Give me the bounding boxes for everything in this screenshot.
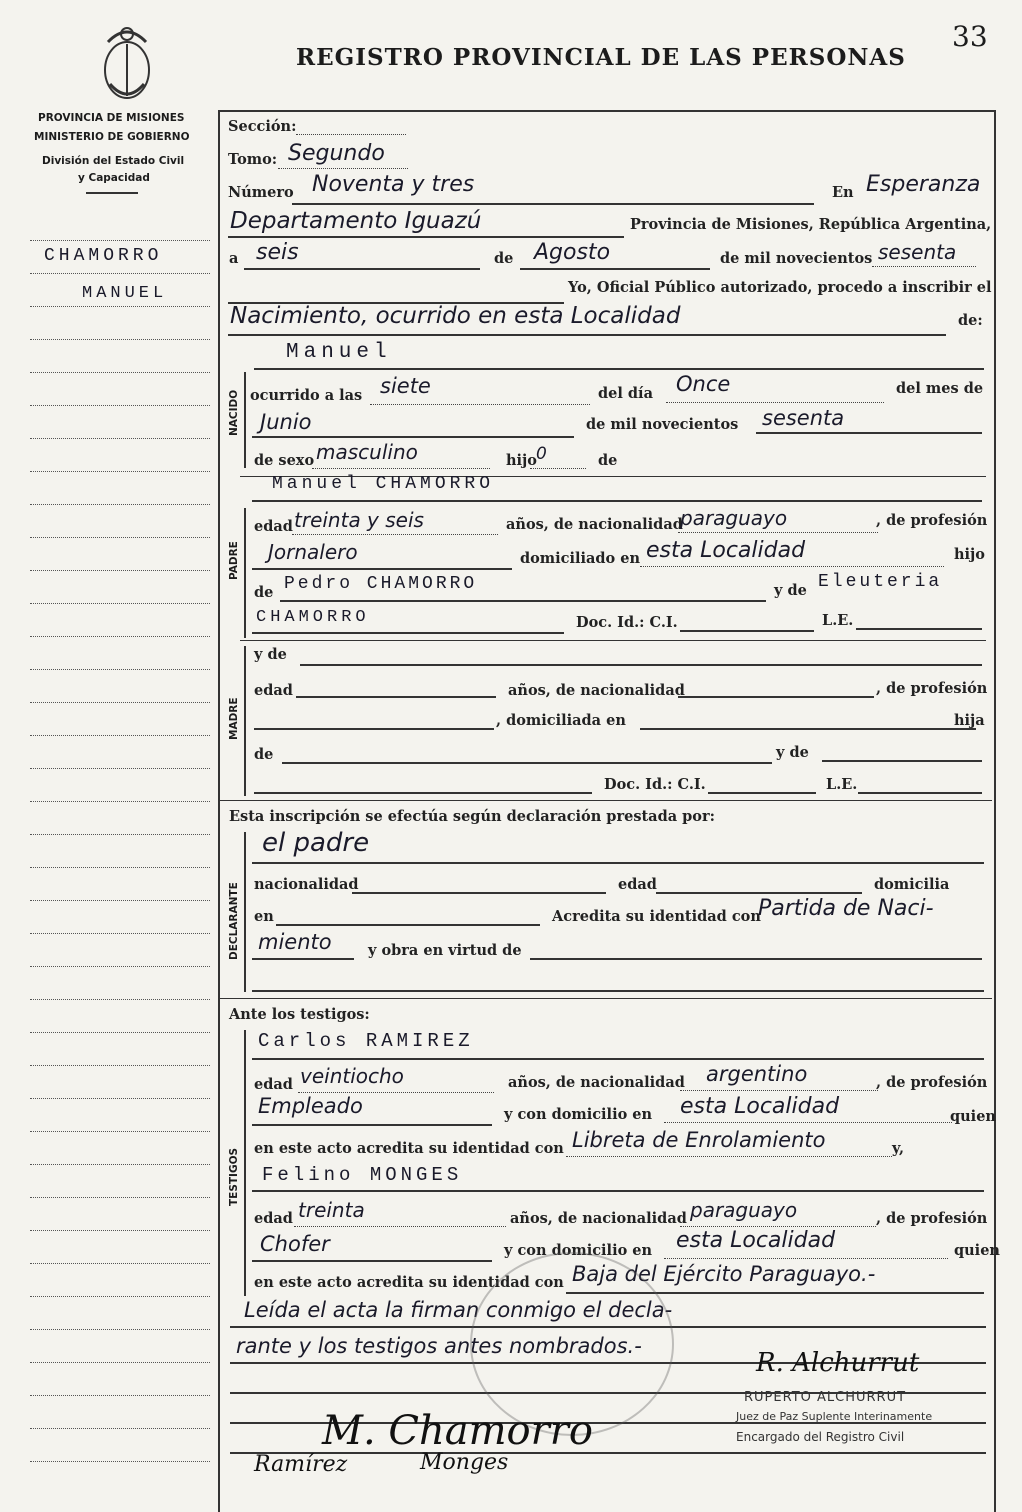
label-hija: hija — [954, 712, 985, 729]
label-domicilia: domicilia — [874, 876, 950, 893]
margin-line — [30, 372, 210, 373]
margin-line — [30, 471, 210, 472]
margin-line — [30, 405, 210, 406]
label-del-mes: del mes de — [896, 380, 984, 397]
value-t2-nac: paraguayo — [690, 1198, 798, 1222]
value-t2-edad: treinta — [298, 1198, 365, 1222]
label-anos-nac2: años, de nacionalidad — [508, 682, 685, 699]
value-t2-prof: Chofer — [260, 1232, 330, 1256]
label-de-prof4: , de profesión — [876, 1210, 988, 1227]
margin-given-name: MANUEL — [82, 284, 168, 303]
label-anos-nac3: años, de nacionalidad — [508, 1074, 685, 1091]
label-de3: de — [254, 584, 274, 601]
margin-line — [30, 1296, 210, 1297]
label-inscripcion: Esta inscripción se efectúa según declaración prestada por: — [229, 808, 715, 825]
label-edad: edad — [254, 518, 293, 535]
label-acredita2: en este acto acredita su identidad con — [254, 1140, 564, 1157]
label-de-colon: de: — [958, 312, 983, 329]
label-testigos: Ante los testigos: — [229, 1006, 370, 1023]
label-edad3: edad — [618, 876, 657, 893]
label-acredita3: en este acto acredita su identidad con — [254, 1274, 564, 1291]
value-abuelo: Pedro CHAMORRO — [284, 574, 478, 594]
value-padre-edad: treinta y seis — [294, 508, 424, 532]
value-hora: siete — [380, 374, 431, 398]
label-seccion: Sección: — [228, 118, 297, 135]
margin-line — [30, 537, 210, 538]
value-padre-prof: Jornalero — [268, 540, 358, 564]
value-declarante: el padre — [262, 828, 370, 858]
label-de-prof2: , de profesión — [876, 680, 988, 697]
label-hijo2: hijo — [954, 546, 985, 563]
value-padre: Manuel CHAMORRO — [272, 474, 495, 494]
label-edad5: edad — [254, 1210, 293, 1227]
value-acto: Nacimiento, ocurrido en esta Localidad — [230, 303, 681, 329]
officer-title: Juez de Paz Suplente Interinamente — [736, 1410, 933, 1423]
label-anos-nac: años, de nacionalidad — [506, 516, 683, 533]
value-t1-id: Libreta de Enrolamiento — [572, 1128, 826, 1152]
signature-declarante: M. Chamorro — [322, 1408, 593, 1454]
header-division: División del Estado Civil — [42, 155, 185, 167]
label-edad4: edad — [254, 1076, 293, 1093]
label-de4: de — [254, 746, 274, 763]
margin-line — [30, 339, 210, 340]
margin-line — [30, 1230, 210, 1231]
label-acredita: Acredita su identidad con — [552, 908, 761, 925]
label-quien2: quien — [954, 1242, 1000, 1259]
officer-role: Encargado del Registro Civil — [736, 1430, 905, 1444]
value-abuela-apellido: CHAMORRO — [256, 608, 370, 627]
value-t2-id: Baja del Ejército Paraguayo.- — [572, 1262, 876, 1286]
value-acredita-dec2: miento — [258, 930, 332, 954]
value-acredita-dec: Partida de Naci- — [758, 896, 934, 921]
value-abuela: Eleuteria — [818, 572, 943, 592]
label-y-de3: y de — [776, 744, 809, 761]
margin-line — [30, 1362, 210, 1363]
value-en: Esperanza — [866, 172, 981, 197]
margin-line — [30, 636, 210, 637]
margin-line — [30, 1131, 210, 1132]
label-hijo: hijo — [506, 452, 537, 469]
margin-line — [30, 273, 210, 274]
margin-line — [30, 1032, 210, 1033]
margin-line — [30, 768, 210, 769]
margin-line — [30, 306, 210, 307]
closing-line1: Leída el acta la firman conmigo el decla- — [244, 1298, 673, 1322]
label-yo: Yo, Oficial Público autorizado, procedo a inscribir el — [568, 279, 992, 296]
label-le2: L.E. — [826, 776, 858, 793]
value-t1-nac: argentino — [706, 1062, 808, 1086]
label-y-de2: y de — [254, 646, 287, 663]
margin-line — [30, 999, 210, 1000]
label-con-dom2: y con domicilio en — [504, 1242, 653, 1259]
label-doc-id: Doc. Id.: C.I. — [576, 614, 678, 631]
margin-line — [30, 1395, 210, 1396]
value-t1-prof: Empleado — [258, 1094, 363, 1118]
margin-line — [30, 1329, 210, 1330]
value-departamento: Departamento Iguazú — [230, 208, 482, 234]
value-dia: seis — [256, 240, 299, 265]
label-del-dia: del día — [598, 385, 653, 402]
label-y-comma: y, — [892, 1140, 905, 1157]
margin-line — [30, 240, 210, 241]
label-de-mil2: de mil novecientos — [586, 416, 739, 433]
header-province: PROVINCIA DE MISIONES — [38, 112, 185, 124]
margin-line — [30, 504, 210, 505]
value-mes: Agosto — [534, 240, 611, 265]
margin-line — [30, 1164, 210, 1165]
label-de: de — [494, 250, 514, 267]
label-de2: de — [598, 452, 618, 469]
label-a: a — [229, 250, 239, 267]
value-t1-dom: esta Localidad — [680, 1094, 840, 1119]
label-sexo: de sexo — [254, 452, 315, 469]
officer-name: RUPERTO ALCHURRUT — [744, 1390, 907, 1405]
margin-line — [30, 1065, 210, 1066]
value-dia-nac: Once — [676, 372, 731, 396]
value-padre-dom: esta Localidad — [646, 538, 806, 563]
margin-line — [30, 1461, 210, 1462]
label-obra: y obra en virtud de — [368, 942, 522, 959]
margin-line — [30, 900, 210, 901]
label-con-dom: y con domicilio en — [504, 1106, 653, 1123]
margin-line — [30, 966, 210, 967]
value-numero: Noventa y tres — [312, 172, 475, 197]
label-de-prof: , de profesión — [876, 512, 988, 529]
label-en2: en — [254, 908, 274, 925]
label-domiciliada: , domiciliada en — [496, 712, 626, 729]
margin-line — [30, 1197, 210, 1198]
coat-of-arms-icon — [96, 22, 158, 104]
value-padre-nac: paraguayo — [680, 506, 788, 530]
label-doc-id2: Doc. Id.: C.I. — [604, 776, 706, 793]
margin-line — [30, 702, 210, 703]
value-t2-dom: esta Localidad — [676, 1228, 836, 1253]
margin-line — [30, 570, 210, 571]
header-capacity: y Capacidad — [78, 172, 150, 184]
margin-line — [30, 735, 210, 736]
label-en: En — [832, 184, 854, 201]
page-number: 33 — [952, 20, 988, 53]
value-t1-edad: veintiocho — [300, 1064, 404, 1088]
value-testigo1: Carlos RAMIREZ — [258, 1030, 474, 1052]
value-anio-nac: sesenta — [762, 406, 845, 430]
label-nacionalidad: nacionalidad — [254, 876, 359, 893]
label-y-de: y de — [774, 582, 807, 599]
margin-line — [30, 669, 210, 670]
margin-line — [30, 1098, 210, 1099]
label-de-mil: de mil novecientos — [720, 250, 873, 267]
value-tomo: Segundo — [288, 141, 385, 166]
margin-line — [30, 1428, 210, 1429]
label-anos-nac4: años, de nacionalidad — [510, 1210, 687, 1227]
margin-line — [30, 801, 210, 802]
signature-testigo1: Ramírez — [254, 1452, 348, 1477]
section-madre: MADRE — [228, 697, 240, 740]
section-declarante: DECLARANTE — [228, 882, 240, 960]
document-title: REGISTRO PROVINCIAL DE LAS PERSONAS — [296, 44, 906, 71]
value-mes-nac: Junio — [260, 410, 312, 434]
margin-line — [30, 438, 210, 439]
signature-oficial: R. Alchurrut — [756, 1348, 920, 1378]
margin-line — [30, 867, 210, 868]
signature-testigo2: Monges — [420, 1450, 509, 1475]
label-tomo: Tomo: — [228, 151, 278, 168]
label-provincia: Provincia de Misiones, República Argentina, — [630, 216, 992, 233]
section-testigos: TESTIGOS — [228, 1147, 240, 1206]
margin-line — [30, 603, 210, 604]
margin-line — [30, 933, 210, 934]
value-nombre-nacido: Manuel — [286, 341, 392, 364]
label-ocurrido: ocurrido a las — [250, 387, 363, 404]
label-edad2: edad — [254, 682, 293, 699]
value-sexo: masculino — [316, 440, 418, 464]
value-hijo: 0 — [536, 444, 547, 464]
label-le: L.E. — [822, 612, 854, 629]
section-nacido: NACIDO — [228, 389, 240, 436]
value-testigo2: Felino MONGES — [262, 1164, 463, 1186]
label-quien: quien — [950, 1108, 996, 1125]
label-de-prof3: , de profesión — [876, 1074, 988, 1091]
section-padre: PADRE — [228, 541, 240, 580]
margin-line — [30, 834, 210, 835]
closing-line2: rante y los testigos antes nombrados.- — [236, 1334, 642, 1358]
margin-surname: CHAMORRO — [44, 246, 163, 266]
value-anio: sesenta — [878, 240, 957, 264]
margin-line — [30, 1263, 210, 1264]
label-numero: Número — [228, 184, 294, 201]
label-domiciliado: domiciliado en — [520, 550, 641, 567]
header-ministry: MINISTERIO DE GOBIERNO — [34, 131, 190, 143]
